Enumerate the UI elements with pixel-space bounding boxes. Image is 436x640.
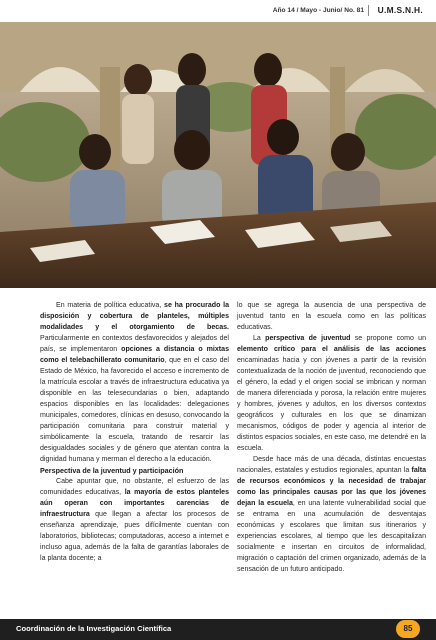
header-divider (368, 5, 369, 16)
right-paragraph-0: lo que se agrega la ausencia de una perspectiva de juventud tanto en la escuela como en las políticas educativas. (237, 302, 426, 332)
footer-label: Coordinación de la Investigación Científica (16, 624, 172, 633)
bold-run: se ha procurado la disposición y cobertura de planteles, múltiples modalidades y el otorgamiento de becas. (40, 302, 229, 332)
text-run: Cabe apuntar que, no obstante, el esfuerzo de las comunidades educativas, (40, 478, 229, 497)
text-run: que llegan a afectar los procesos de enseñanza aprendizaje, pues difícilmente cuentan con laboratorios, bibliotecas; computadoras, acceso a internet e incluso agua, además de la falta de garantías laborales de la planta docente; a (40, 511, 229, 563)
page-footer (0, 619, 436, 640)
left-column (40, 300, 229, 564)
institution-name: U.M.S.N.H. (377, 5, 423, 15)
students-reading-photo (0, 22, 436, 288)
issue-info: Año 14 / Mayo - Junio/ No. 81 (272, 7, 364, 14)
text-run: , en una latente vulnerabilidad social que se entrama en una acumulación de desventajas económicas y escolares que limitan sus itinerarios y experiencias escolares, al tiempo que les descapitalizan socialmente e insertan en circuitos de informalidad, migración o captación del crimen organizado, además de la sensación de un futuro anticipado. (237, 500, 427, 574)
bold-run: opciones a distancia o mixtas como el telebachillerato comunitario (40, 346, 229, 365)
page-header (0, 0, 436, 22)
text-run: Particularmente en contextos desfavorecidos y alejados del país, se implementaron (40, 335, 229, 354)
text-run: Desde hace más de una década, distintas encuestas nacionales, estatales y estudios regionales, apuntan la (237, 456, 426, 475)
left-paragraph-1 (40, 300, 229, 465)
bold-run: elemento crítico para el análisis de las acciones (237, 346, 426, 354)
section-heading: Perspectiva de la juventud y participación (40, 466, 184, 476)
bold-run: falta de recursos económicos y la necesidad de trabajar como las principales causas por las que los jóvenes dejan la escuela (237, 467, 426, 508)
text-run: La (253, 335, 266, 343)
text-run: , que en el caso del Estado de México, ha favorecido el acceso e incremento de la matrícula escolar a través de infraestructura educativa ya disponible en las telesecundarias o bien, adaptando espacios disponibles en las localidades: delegaciones municipales, comedores, clínicas en desuso, convocando la participación comunitaria para construir material y simbólicamente la escuela, tratando de resarcir las desigualdades sociales y de género que atentan contra la dignidad humana y merman el derecho a la educación. (40, 357, 229, 464)
bold-run: la mayoría de estos planteles aún operan con importantes carencias de infraestructura (40, 489, 230, 519)
right-paragraph-1 (237, 333, 426, 454)
right-paragraph-2 (237, 454, 426, 575)
bold-run: perspectiva de juventud (265, 335, 351, 343)
photo-illustration (0, 22, 436, 288)
text-run: encaminadas hacia y con jóvenes a partir de la revisión contextualizada de la noción de juventud, reconociendo que el género, la edad y el origen social se imbrican y norman de manera diferenciada y porosa, la relación entre mujeres y hombres, jóvenes y adultos, en los diversos contextos geográficos y culturales en los que se dinamizan mecanismos, códigos de poder y agencia al interior de distintos espacios sociales, en este caso, me detendré en la escuela. (237, 357, 426, 453)
page-number-badge: 85 (396, 620, 420, 638)
text-run: En materia de política educativa, (56, 302, 165, 309)
text-run: se propone como un (350, 335, 427, 343)
left-paragraph-2 (40, 476, 229, 564)
right-column (237, 300, 426, 575)
